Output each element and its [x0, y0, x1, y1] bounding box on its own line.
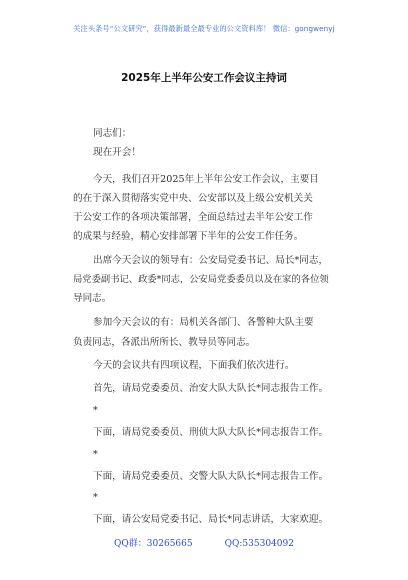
document-title: 2025年上半年公安工作会议主持词	[121, 72, 287, 84]
paragraph-line: 负责同志，各派出所所长、教导员等同志。	[73, 337, 256, 348]
qq-number-text: QQ:535304092	[224, 539, 294, 549]
qq-group-text: QQ群：30265665	[114, 539, 193, 549]
paragraph-line: 下面，请局党委委员、交警大队大队长*同志报告工作。	[93, 471, 329, 482]
paragraph-line: 的成果与经验，精心安排部署下半年的公安工作任务。	[73, 231, 304, 242]
paragraph-line: 出席今天会议的领导有：公安局党委书记、局长*同志，	[93, 255, 329, 266]
footer-contact	[0, 536, 408, 549]
paragraph-line: 下面，请局党委委员、刑侦大队大队长*同志报告工作。	[93, 427, 329, 438]
paragraph-line: 今天的会议共有四项议程，下面我们依次进行。	[93, 360, 295, 371]
placeholder-asterisk: *	[93, 492, 98, 503]
salutation-line: 同志们：	[93, 128, 132, 139]
paragraph-line: 现在开会！	[93, 147, 141, 158]
paragraph-line: 参加今天会议的有：局机关各部门、各警种大队主要	[93, 317, 314, 328]
paragraph-line: 的在于深入贯彻落实党中央、公安部以及上级公安机关关	[73, 193, 313, 204]
paragraph-line: 今天，我们召开2025年上半年公安工作会议，主要目	[93, 174, 319, 185]
placeholder-asterisk: *	[93, 405, 98, 416]
placeholder-asterisk: *	[93, 449, 98, 460]
header-banner: 关注头条号“公文研究”，获得最新最全最专业的公文资料库！ 微信：gongwenyj	[73, 24, 335, 33]
paragraph-line: 局党委副书记、政委*同志，公安局党委委员以及在家的各位领	[73, 274, 329, 285]
paragraph-line: 导同志。	[73, 293, 112, 304]
paragraph-line: 于公安工作的各项决策部署，全面总结过去半年公安工作	[73, 212, 313, 223]
paragraph-line: 下面，请公安局党委书记、局长*同志讲话，大家欢迎。	[93, 514, 329, 525]
paragraph-line: 首先，请局党委委员、治安大队大队长*同志报告工作。	[93, 383, 329, 394]
